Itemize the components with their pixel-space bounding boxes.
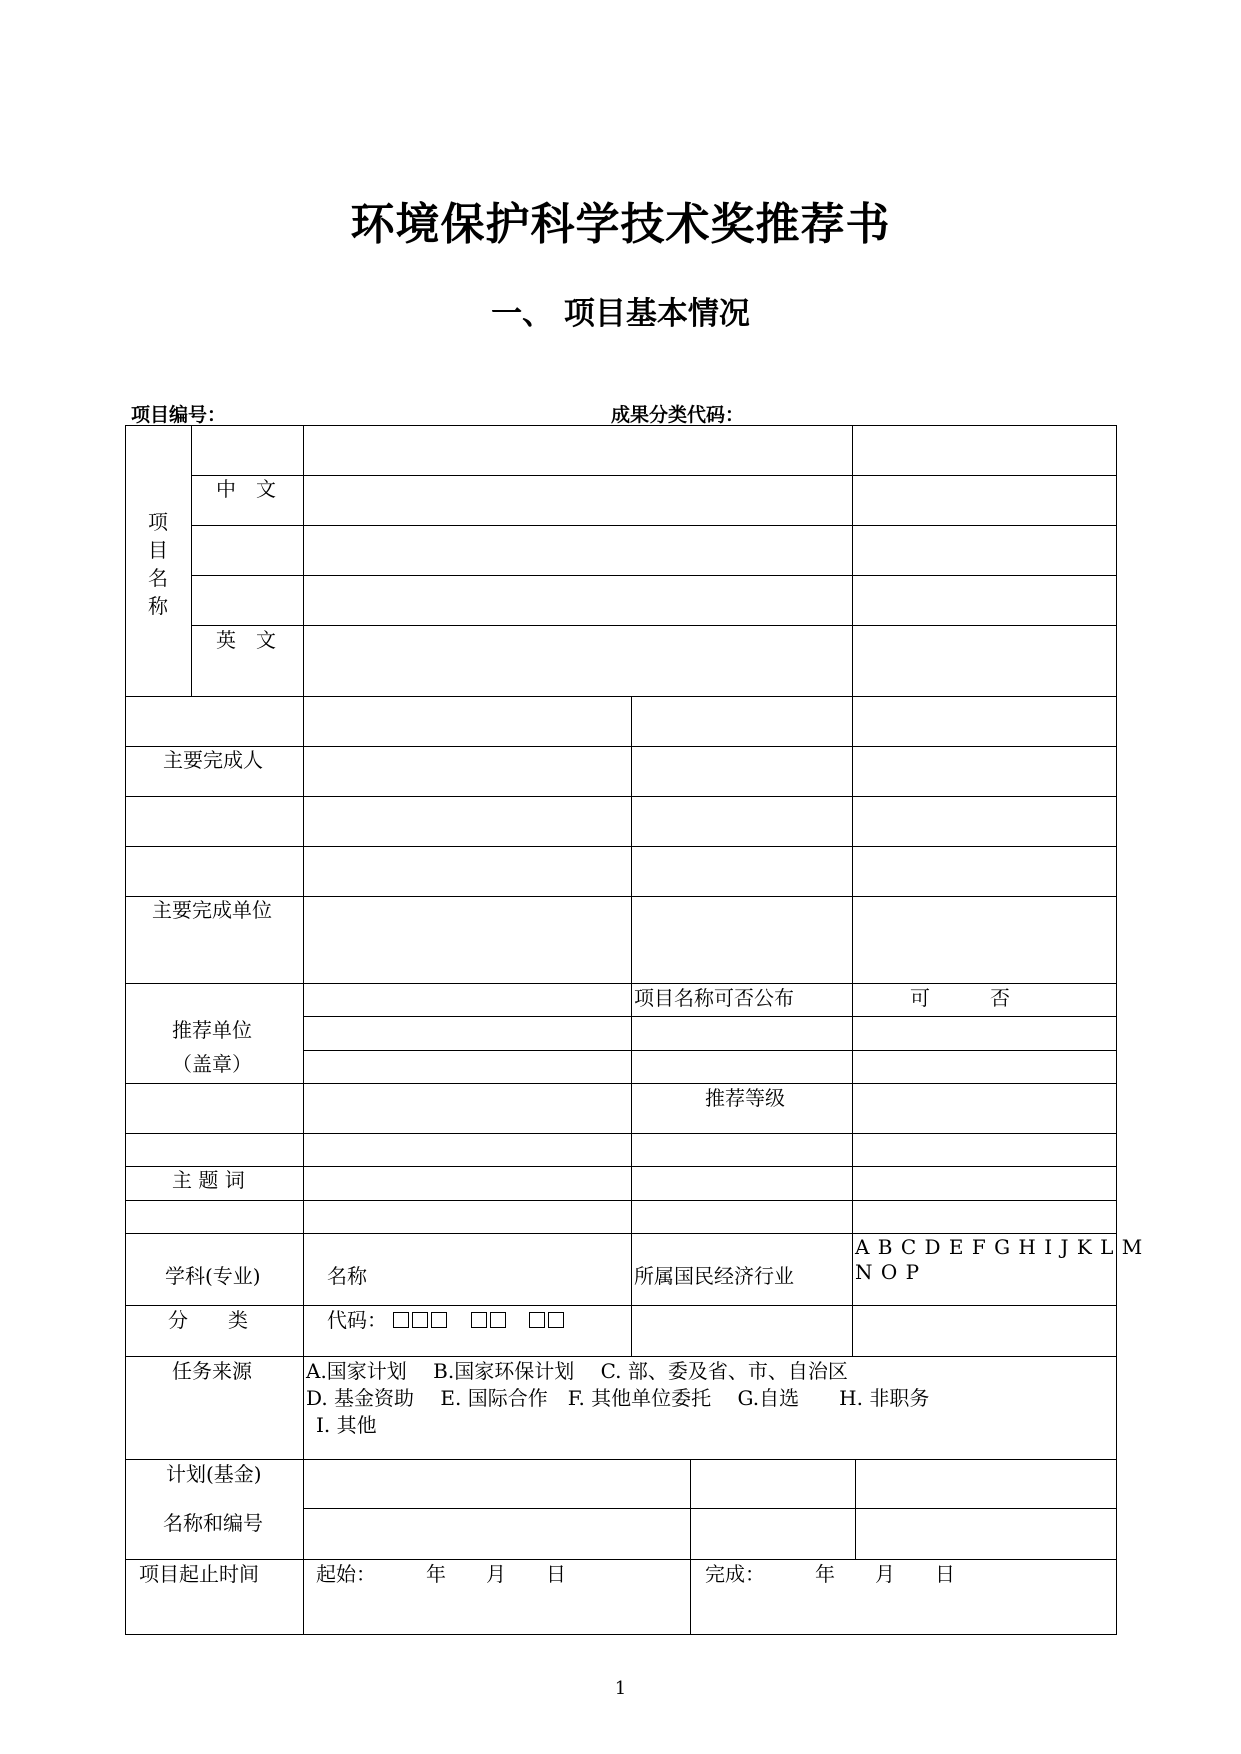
english-label: 英 文 [216,628,276,652]
start-date: 起始： 年 月 日 [316,1562,566,1586]
recommend-level-label: 推荐等级 [705,1086,785,1110]
category-code-label: 成果分类代码： [611,404,745,426]
project-name-char: 目 [148,538,168,562]
code-field [327,1308,581,1332]
seal-label: （盖章） [172,1052,252,1076]
project-name-char: 称 [148,594,168,618]
publishable-label: 项目名称可否公布 [634,986,794,1010]
code-boxes-group-2 [471,1308,509,1332]
task-source-label: 任务来源 [172,1359,252,1383]
category-label: 分 类 [168,1308,248,1332]
finish-date: 完成： 年 月 日 [705,1562,955,1586]
plan-fund-label: 计划(基金) [166,1462,262,1486]
main-persons-label: 主要完成人 [163,748,263,772]
project-name-char: 名 [148,566,168,590]
name-and-number-label: 名称和编号 [163,1511,263,1535]
code-boxes-group-1 [393,1308,450,1332]
task-options-line-2: D. 基金资助 E. 国际合作 F. 其他单位委托 G.自选 H. 非职务 [306,1386,930,1410]
code-boxes-group-3 [529,1308,567,1332]
keywords-label: 主 题 词 [172,1168,245,1192]
project-number-label: 项目编号： [131,404,227,426]
discipline-label: 学科(专业) [165,1264,261,1288]
document-title: 环境保护科学技术奖推荐书 [350,199,891,250]
main-units-label: 主要完成单位 [152,898,272,922]
task-options-line-1: A.国家计划 B.国家环保计划 C. 部、委及省、市、自治区 [306,1359,848,1383]
project-period-label: 项目起止时间 [139,1562,259,1586]
industry-letters-line-1: A B C D E F G H I J K L M [855,1235,1144,1259]
task-options-line-3: I. 其他 [316,1413,377,1437]
chinese-label: 中 文 [216,477,276,501]
recommender-unit-label: 推荐单位 [172,1018,252,1042]
section-heading: 一、 项目基本情况 [491,296,750,332]
publishable-options: 可 否 [910,986,1010,1010]
industry-label: 所属国民经济行业 [634,1264,794,1288]
discipline-name-label: 名称 [327,1264,367,1288]
industry-letters-line-2: N O P [855,1260,921,1284]
page-number: 1 [614,1678,627,1699]
code-label: 代码： [327,1308,387,1332]
project-name-char: 项 [148,510,168,534]
